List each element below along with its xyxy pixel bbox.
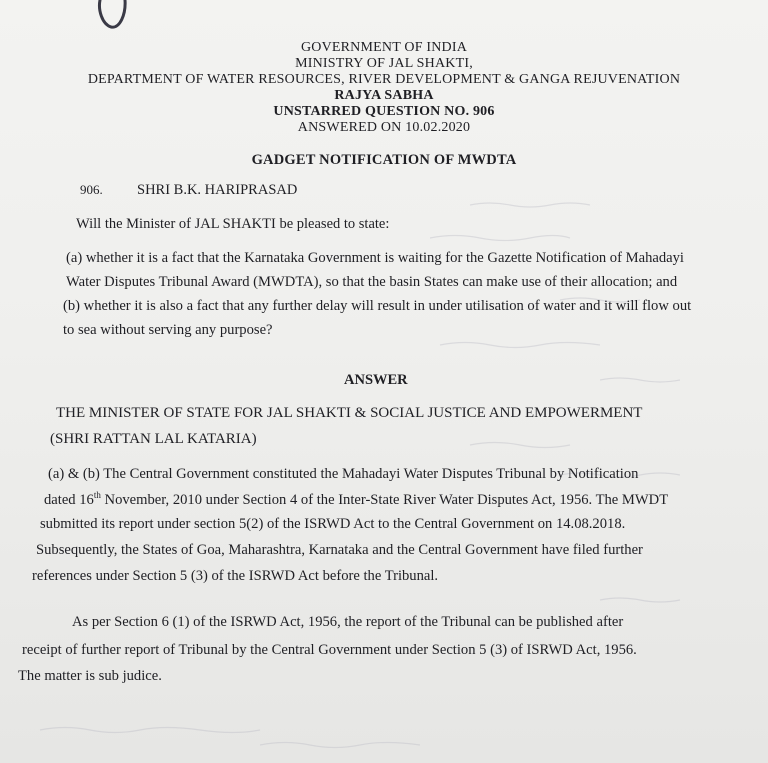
header-answered-date: ANSWERED ON 10.02.2020 xyxy=(297,120,471,135)
answer-para2-line: The matter is sub judice. xyxy=(18,668,162,684)
header-department: DEPARTMENT OF WATER RESOURCES, RIVER DEVELOPMENT & GANGA REJUVENATION xyxy=(87,72,681,87)
minister-designation: THE MINISTER OF STATE FOR JAL SHAKTI & SOCIAL JUSTICE AND EMPOWERMENT xyxy=(56,405,643,421)
question-number: 906. xyxy=(80,182,103,197)
question-line: (b) whether it is also a fact that any further delay will result in under utilisation of water and it will flow out xyxy=(63,298,692,314)
question-line: to sea without serving any purpose? xyxy=(63,322,273,338)
header-house: RAJYA SABHA xyxy=(334,88,434,103)
answer-date-rest: November, 2010 under Section 4 of the Inter-State River Water Disputes Act, 1956. The MWDT xyxy=(100,491,669,508)
member-name: SHRI B.K. HARIPRASAD xyxy=(137,182,298,198)
minister-name: (SHRI RATTAN LAL KATARIA) xyxy=(50,431,257,447)
question-line: (a) whether it is a fact that the Karnataka Government is waiting for the Gazette Notification of Mahadayi xyxy=(66,250,684,266)
answer-line: Subsequently, the States of Goa, Maharashtra, Karnataka and the Central Government have filed further xyxy=(36,542,643,558)
answer-line: submitted its report under section 5(2) of the ISRWD Act to the Central Government on 14.08.2018. xyxy=(40,516,626,532)
question-line: Water Disputes Tribunal Award (MWDTA), so that the basin States can make use of their allocation; and xyxy=(66,274,678,290)
answer-para2-line: As per Section 6 (1) of the ISRWD Act, 1956, the report of the Tribunal can be published after xyxy=(72,614,624,630)
answer-para2-line: receipt of further report of Tribunal by the Central Government under Section 5 (3) of ISRWD Act, 1956. xyxy=(22,642,637,658)
subject-title: GADGET NOTIFICATION OF MWDTA xyxy=(251,152,517,168)
header-government: GOVERNMENT OF INDIA xyxy=(300,40,468,55)
question-intro: Will the Minister of JAL SHAKTI be pleased to state: xyxy=(76,216,390,232)
answer-heading: ANSWER xyxy=(344,372,408,388)
answer-line: (a) & (b) The Central Government constituted the Mahadayi Water Disputes Tribunal by Notification xyxy=(48,466,639,482)
answer-date-text: dated 16 xyxy=(44,491,94,508)
ordinal-suffix: th xyxy=(93,490,101,500)
answer-line: references under Section 5 (3) of the ISRWD Act before the Tribunal. xyxy=(32,568,439,584)
answer-line xyxy=(44,490,668,509)
header-question-number: UNSTARRED QUESTION NO. 906 xyxy=(273,104,495,119)
handwritten-check-mark xyxy=(96,0,130,30)
header-ministry: MINISTRY OF JAL SHAKTI, xyxy=(295,56,473,71)
